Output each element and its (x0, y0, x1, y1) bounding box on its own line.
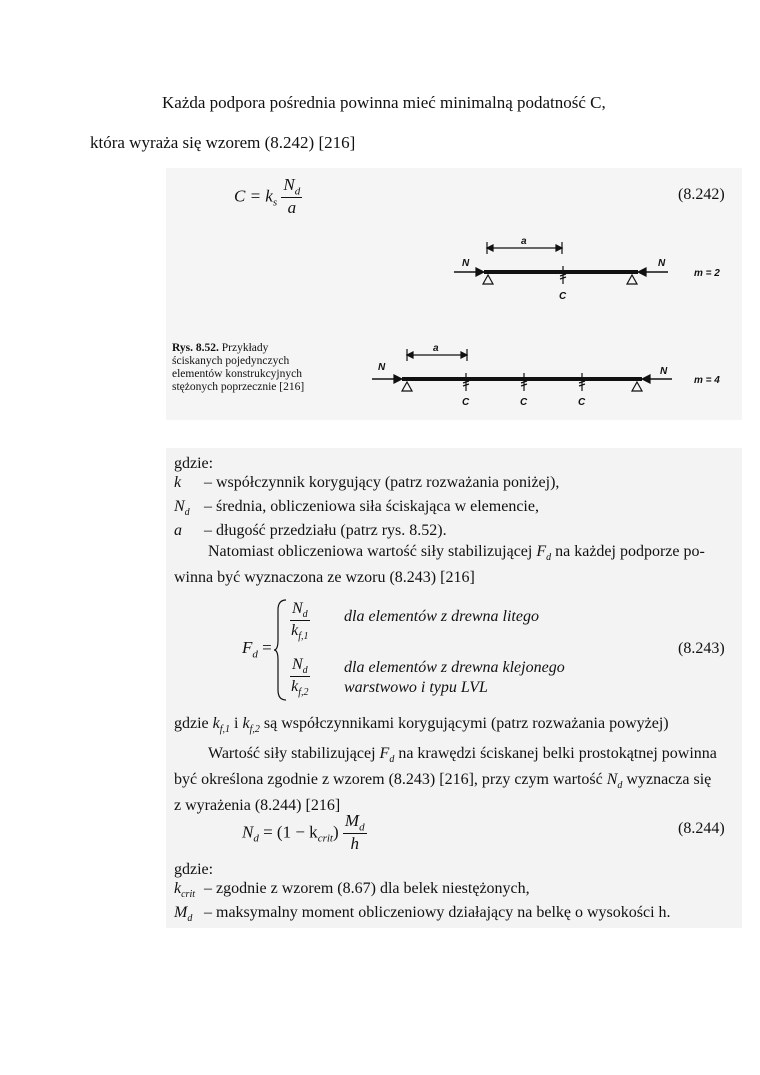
label-N-left-m4: N (378, 362, 386, 373)
label-C-m4-2: C (520, 397, 528, 408)
definitions-1 (174, 454, 559, 547)
eq243-case-2: $\frac{N_d}{k_{f,2}}$ (291, 656, 309, 699)
caption-line-3: stężonych poprzecznie [216] (172, 381, 305, 393)
paragraph-1: Natomiast obliczeniowa wartość siły stabilizującej $F_d$ na każdej podporze po- winna być wyznaczona ze wzoru (8.243) [216] (174, 543, 705, 587)
eq243-case-1-text: dla elementów z drewna litego (344, 608, 539, 625)
label-C-m4-1: C (462, 397, 470, 408)
eq243-brace (274, 598, 288, 702)
eq242-sub: s (272, 196, 278, 209)
eq244-label: (8.244) (678, 820, 725, 837)
def-Nd: $N_d$ – średnia, obliczeniowa siła ściskająca w elemencie, (174, 498, 539, 519)
label-N-right-m2: N (658, 258, 666, 269)
intro-line-2: która wyraża się wzorem (8.242) [216] (90, 133, 356, 152)
def-a: a – długość przedziału (patrz rys. 8.52). (174, 522, 447, 540)
paragraph-3: Wartość siły stabilizującej $F_d$ na krawędzi ściskanej belki prostokątnej powinna być określona zgodnie z wzorem (8.243) [216], przy czym wartość $N_d$ wyznacza się z wyrażenia (8.244) [216] (174, 745, 717, 815)
eq242-den: a (287, 198, 297, 218)
definitions-2 (174, 860, 671, 928)
eq243-case-2-text: dla elementów z drewna klejonego warstwowo i typu LVL (344, 659, 565, 696)
eq242-lhs: C = k (234, 186, 273, 206)
defs2-heading: gdzie: (174, 861, 214, 878)
eq243-lhs-sub: d (252, 648, 258, 661)
figure-caption (172, 342, 352, 394)
text-scan-panel (166, 448, 742, 928)
label-C-m2: C (559, 291, 567, 302)
caption-rest: Przykłady (221, 342, 269, 354)
support-left-m4 (402, 382, 412, 391)
defs1-heading: gdzie: (174, 455, 214, 472)
caption-bold: Rys. 8.52. (172, 342, 219, 354)
label-m4: m = 4 (694, 375, 720, 386)
label-C-m4-3: C (578, 397, 586, 408)
caption-line-1: ściskanych pojedynczych (172, 355, 290, 367)
eq243-lhs: F (242, 638, 253, 657)
support-right-m2 (627, 275, 637, 284)
label-N-right-m4: N (660, 366, 668, 377)
intro-line-1: Każda podpora pośrednia powinna mieć minimalną podatność C, (162, 93, 606, 112)
eq243-case-1: $\frac{N_d}{k_{f,1}}$ (291, 600, 309, 643)
def-k: k – współczynnik korygujący (patrz rozważania poniżej), (174, 474, 560, 491)
equation-8-244: $N_d = (1 - k_{crit})$ $\frac{M_d}{h}$ (242, 811, 365, 854)
def-kcrit: $k_{crit}$ – zgodnie z wzorem (8.67) dla belek niestężonych, (174, 880, 530, 901)
eq242-num: N (283, 175, 295, 194)
label-N-left-m2: N (462, 258, 470, 269)
eq243-label: (8.243) (678, 640, 725, 657)
label-a-top: a (521, 236, 527, 247)
equation-8-243: $F_d$ = $\frac{N_d}{k_{f,1}}$ dla elementów z drewna litego $\frac{N_d}{k_{f,2}}$ dla elementów z drewna klejonego warstwowo i typu LVL (242, 598, 602, 702)
eq242-num-sub: d (294, 185, 301, 198)
figure-scan-panel (166, 168, 742, 420)
def-Md: $M_d$ – maksymalny moment obliczeniowy działający na belkę o wysokości h. (174, 904, 671, 925)
paragraph-2: gdzie $k_{f,1}$ i $k_{f,2}$ są współczynnikami korygującymi (patrz rozważania powyżej) (174, 715, 669, 736)
label-m2: m = 2 (694, 268, 720, 279)
caption-line-2: elementów konstrukcyjnych (172, 368, 302, 380)
support-right-m4 (632, 382, 642, 391)
label-a-bottom: a (433, 343, 439, 354)
eq242-label: (8.242) (678, 186, 725, 203)
support-left-m2 (483, 275, 493, 284)
